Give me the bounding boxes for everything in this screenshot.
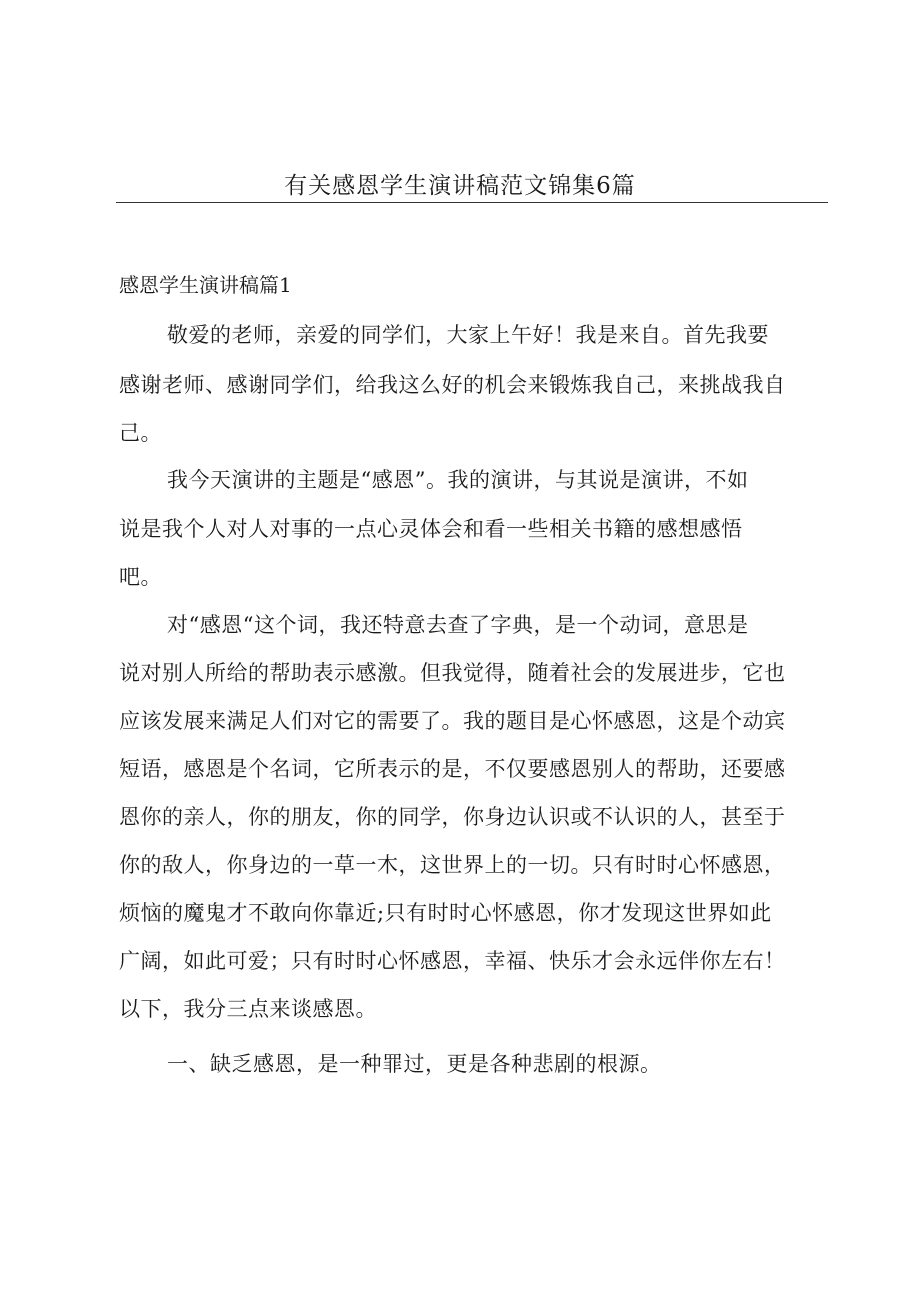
section-heading: 感恩学生演讲稿篇1: [119, 273, 292, 297]
paragraph-4-line-1: 一、缺乏感恩，是一种罪过，更是各种悲剧的根源。: [167, 1052, 662, 1076]
document-title: 有关感恩学生演讲稿范文锦集6篇: [284, 173, 636, 199]
paragraph-2-line-1: 我今天演讲的主题是“感恩”。我的演讲，与其说是演讲，不如: [167, 468, 749, 492]
paragraph-2-line-2: 说是我个人对人对事的一点心灵体会和看一些相关书籍的感想感悟: [119, 517, 743, 541]
paragraph-1-line-1: 敬爱的老师，亲爱的同学们，大家上午好！我是来自。首先我要: [167, 323, 769, 347]
title-underline: [116, 202, 828, 203]
paragraph-2-line-3: 吧。: [119, 565, 162, 589]
paragraph-3-line-6: 你的敌人，你身边的一草一木，这世界上的一切。只有时时心怀感恩，: [119, 853, 786, 877]
paragraph-3-line-4: 短语，感恩是个名词，它所表示的是，不仅要感恩别人的帮助，还要感: [119, 757, 786, 781]
paragraph-3-line-7: 烦恼的魔鬼才不敢向你靠近;只有时时心怀感恩，你才发现这世界如此: [119, 901, 772, 925]
paragraph-3-line-1: 对“感恩“这个词，我还特意去查了字典，是一个动词，意思是: [167, 613, 749, 637]
paragraph-3-line-8: 广阔，如此可爱；只有时时心怀感恩，幸福、快乐才会永远伴你左右！: [119, 949, 786, 973]
paragraph-3-line-3: 应该发展来满足人们对它的需要了。我的题目是心怀感恩，这是个动宾: [119, 709, 786, 733]
paragraph-3-line-5: 恩你的亲人，你的朋友，你的同学，你身边认识或不认识的人，甚至于: [119, 805, 786, 829]
paragraph-1-line-3: 己。: [119, 421, 162, 445]
paragraph-3-line-9: 以下，我分三点来谈感恩。: [119, 997, 377, 1021]
paragraph-1-line-2: 感谢老师、感谢同学们，给我这么好的机会来锻炼我自己，来挑战我自: [119, 373, 786, 397]
paragraph-3-line-2: 说对别人所给的帮助表示感激。但我觉得，随着社会的发展进步，它也: [119, 661, 786, 685]
